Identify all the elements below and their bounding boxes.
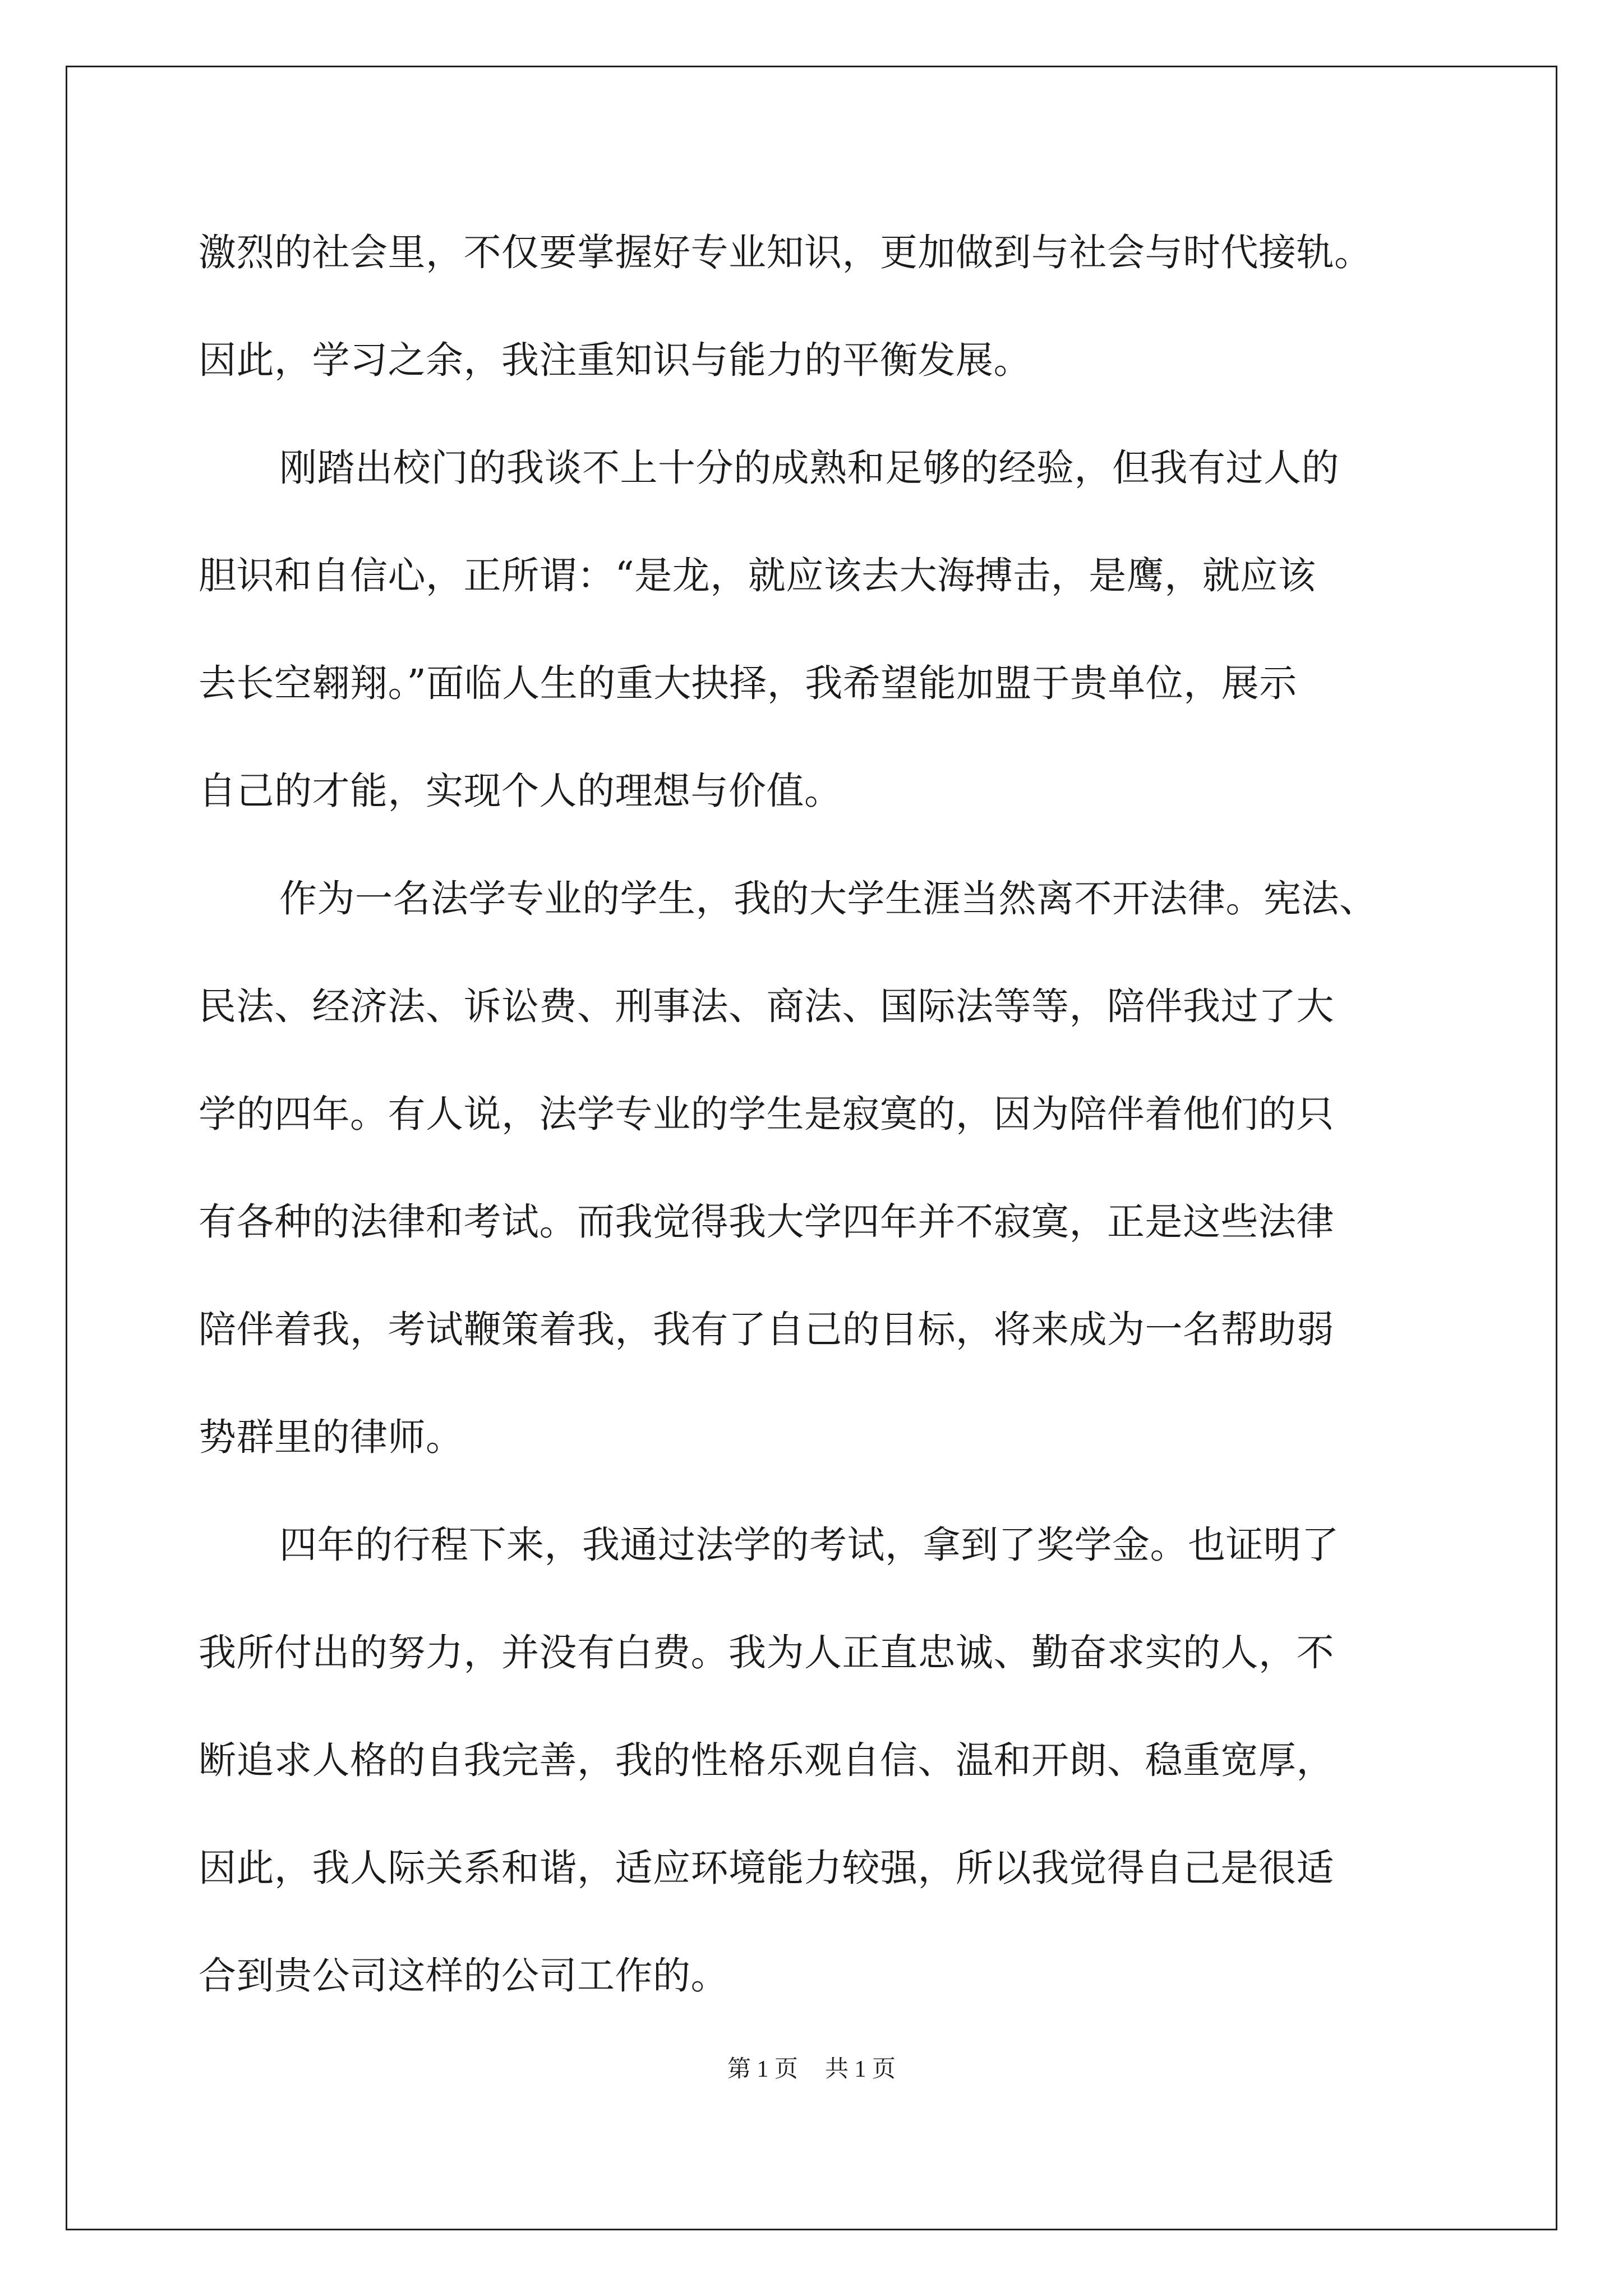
text-line: 因此，学习之余，我注重知识与能力的平衡发展。: [199, 338, 1031, 382]
document-body: [199, 210, 1460, 2041]
page-number-current: 第 1 页: [727, 2056, 798, 2082]
paragraph-start-line: 作为一名法学专业的学生，我的大学生涯当然离不开法律。宪法、: [279, 877, 1377, 921]
text-line: 断追求人格的自我完善，我的性格乐观自信、温和开朗、稳重宽厚，: [199, 1738, 1334, 1782]
text-line: 有各种的法律和考试。而我觉得我大学四年并不寂寞，正是这些法律: [199, 1200, 1334, 1244]
paragraph-start-line: 刚踏出校门的我谈不上十分的成熟和足够的经验，但我有过人的: [279, 446, 1339, 490]
text-line: 合到贵公司这样的公司工作的。: [199, 1954, 728, 1998]
text-line: 激烈的社会里，不仅要掌握好专业知识，更加做到与社会与时代接轨。: [199, 231, 1372, 274]
page-number-total: 共 1 页: [825, 2056, 896, 2082]
text-line: 胆识和自信心，正所谓：“是龙，就应该去大海搏击，是鹰，就应该: [199, 554, 1316, 597]
text-line: 民法、经济法、诉讼费、刑事法、商法、国际法等等，陪伴我过了大: [199, 984, 1334, 1028]
text-line: 我所付出的努力，并没有白费。我为人正直忠诚、勤奋求实的人，不: [199, 1631, 1334, 1674]
text-line: 陪伴着我，考试鞭策着我，我有了自己的目标，将来成为一名帮助弱: [199, 1308, 1334, 1351]
text-line: 因此，我人际关系和谐，适应环境能力较强，所以我觉得自己是很适: [199, 1846, 1334, 1890]
text-line: 势群里的律师。: [199, 1415, 464, 1459]
paragraph-start-line: 四年的行程下来，我通过法学的考试，拿到了奖学金。也证明了: [279, 1523, 1339, 1567]
text-line: 去长空翱翔。”面临人生的重大抉择，我希望能加盟于贵单位，展示: [199, 661, 1297, 705]
page-footer: [0, 2050, 1623, 2084]
text-line: 学的四年。有人说，法学专业的学生是寂寞的，因为陪伴着他们的只: [199, 1092, 1334, 1136]
text-line: 自己的才能，实现个人的理想与价值。: [199, 769, 842, 813]
